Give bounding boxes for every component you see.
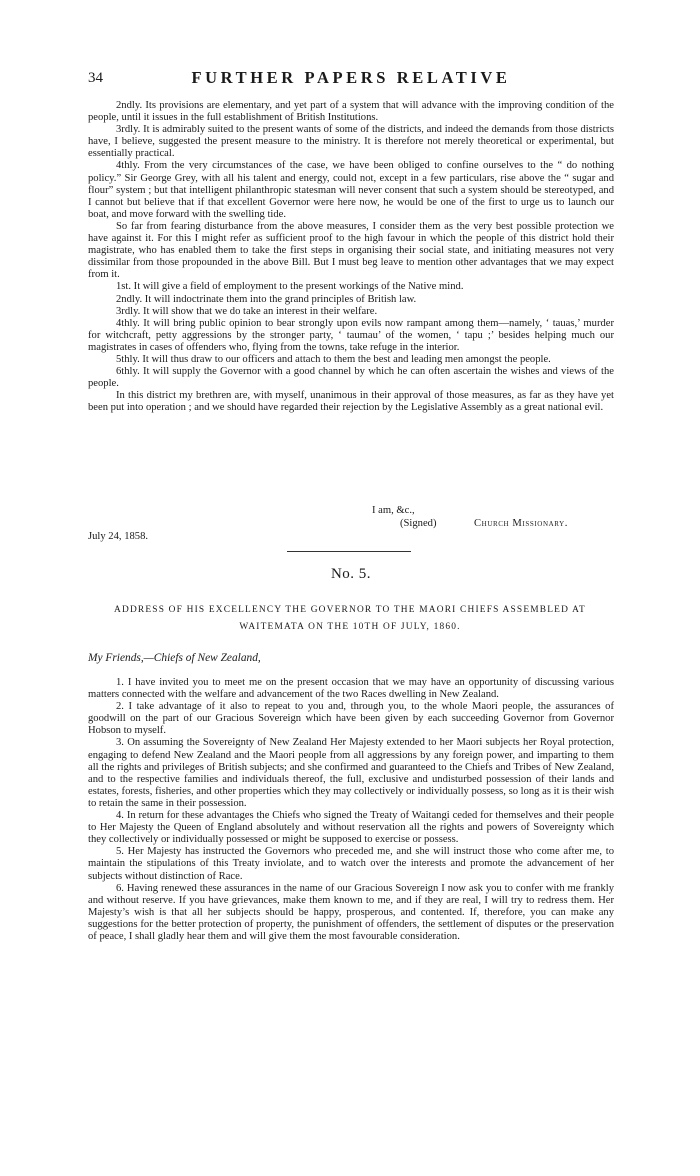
address-paragraph: 4. In return for these advantages the Chiefs who signed the Treaty of Waitangi ceded for themselves and their people to Her Majesty the Queen of England absolutely and without reservation all the rights and powers of Sovereignty which they collectively or individually possessed or might be supposed to exercise or possess. [88, 810, 614, 846]
address-salutation: My Friends,—Chiefs of New Zealand, [88, 652, 261, 664]
page-number: 34 [88, 70, 103, 86]
letter-paragraph: 2ndly. It will indoctrinate them into the grand principles of British law. [116, 293, 417, 305]
address-body [88, 677, 614, 943]
letter-paragraph: 3rdly. It will show that we do take an interest in their welfare. [116, 305, 378, 317]
letter-paragraph: 4thly. From the very circumstances of the case, we have been obliged to confine ourselves to the “ do nothing policy.” Sir George Grey, with all his talent and energy, could not, except in a few particulars, rise above the “ sugar and flour” system ; but that intelligent philanthropic statesman will never consent that such a system should be stereotyped, and I cannot but believe that if that excellent Governor were here now, he would be one of the first to urge us to launch our boat, and move forward with the swelling tide. [88, 160, 614, 220]
letter-body [88, 100, 614, 414]
letter-paragraph: 5thly. It will thus draw to our officers and attach to them the best and leading men amongst the people. [116, 353, 551, 365]
letter-paragraph: 3rdly. It is admirably suited to the present wants of some of the districts, and indeed the demands from those districts have, I believe, suggested the present measure to the ministry. It is therefore not merely theoretical or experimental, but essentially practical. [88, 124, 614, 160]
caption-line: WAITEMATA ON THE 10TH OF JULY, 1860. [239, 622, 461, 632]
letter-signatory: Church Missionary. [474, 518, 569, 529]
letter-paragraph: So far from fearing disturbance from the above measures, I consider them as the very best possible protection we have against it. For this I might refer as sufficient proof to the high favour in which the people of this district hold their magistrate, who has enabled them to take the first steps in organising their social state, and initiating measures not very dissimilar from those propounded in the above Bill. But I must beg leave to mention other advantages that we may expect from it. [88, 220, 614, 281]
address-paragraph: 3. On assuming the Sovereignty of New Zealand Her Majesty extended to her Maori subjects her Royal protection, engaging to defend New Zealand and the Maori people from all aggressions by any foreign power, and imparting to them all the rights and privileges of British subjects; and she confirmed and guaranteed to the Chiefs and Tribes of New Zealand, and to the respective families and individuals thereof, the full, exclusive and undisturbed possession of their lands and estates, forests, fisheries, and other properties which they may collectively or individually possess, so long as it is their wish to retain the same in their possession. [88, 737, 614, 809]
section-divider [287, 551, 411, 552]
address-paragraph: 5. Her Majesty has instructed the Governors who preceded me, and she will instruct those who come after me, to maintain the stipulations of this Treaty inviolate, and to watch over the interests and promote the advancement of her subjects without distinction of Race. [88, 846, 614, 882]
document-caption [100, 602, 600, 636]
letter-closing: I am, &c., [372, 505, 415, 516]
running-title: FURTHER PAPERS RELATIVE [191, 68, 511, 87]
address-paragraph: 6. Having renewed these assurances in the name of our Gracious Sovereign I now ask you to confer with me frankly and without reserve. If you have grievances, make them known to me, and if they are real, I will try to redress them. Her Majesty’s wish is that all her subjects should be happy, prosperous, and contented. If, therefore, you can make any suggestions for the better protection of property, the punishment of offenders, the settlement of disputes or the preservation of peace, I shall gladly hear them and will give them the most favourable consideration. [88, 882, 614, 942]
address-paragraph: 2. I take advantage of it also to repeat to you and, through you, to the whole Maori people, the assurances of goodwill on the part of our Gracious Sovereign which have been given by each succeeding Governor from Governor Hobson to myself. [88, 701, 614, 737]
letter-signed: (Signed) [400, 518, 437, 529]
address-paragraph: 1. I have invited you to meet me on the present occasion that we may have an opportunity of discussing various matters connected with the welfare and advancement of the two Races dwelling in New Zealand. [88, 677, 614, 701]
document-number: No. 5. [330, 566, 372, 582]
letter-date: July 24, 1858. [88, 531, 149, 542]
letter-paragraph: 6thly. It will supply the Governor with a good channel by which he can often ascertain the wishes and views of the people. [88, 366, 614, 390]
letter-paragraph: 2ndly. Its provisions are elementary, and yet part of a system that will advance with the improving condition of the people, until it issues in the full establishment of British Institutions. [88, 100, 614, 124]
letter-paragraph: 4thly. It will bring public opinion to bear strongly upon evils now rampant among them—namely, ‘ tauas,’ murder for witchcraft, petty aggressions by the stronger party, ‘ taumau’ of the women, ‘ tapu ;’ besides helping much our magistrates in cases of offenders who, flying from the towns, take refuge in the interior. [88, 317, 614, 353]
letter-paragraph: 1st. It will give a field of employment to the present workings of the Native mind. [116, 281, 464, 293]
page-header [88, 68, 614, 92]
letter-paragraph: In this district my brethren are, with myself, unanimous in their approval of those measures, as far as they have yet been put into operation ; and we should have regarded their rejection by the Legislative Assembly as a great national evil. [88, 390, 614, 414]
caption-line: ADDRESS OF HIS EXCELLENCY THE GOVERNOR TO THE MAORI CHIEFS ASSEMBLED AT [114, 605, 586, 615]
